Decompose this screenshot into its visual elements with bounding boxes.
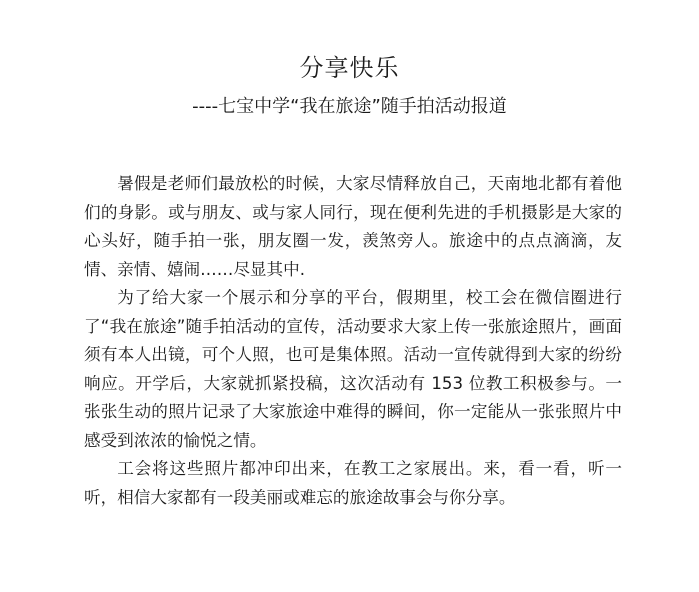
paragraph: 暑假是老师们最放松的时候，大家尽情释放自己，天南地北都有着他们的身影。或与朋友、或与家人同行，现在便利先进的手机摄影是大家的心头好，随手拍一张，朋友圈一发，羡煞旁人。旅途中的点点滴滴，友情、亲情、嬉闹……尽显其中. [84, 174, 622, 279]
paragraph: 工会将这些照片都冲印出来，在教工之家展出。来，看一看，听一听，相信大家都有一段美丽或难忘的旅途故事会与你分享。 [84, 459, 622, 507]
document-subtitle: ----七宝中学“我在旅途”随手拍活动报道 [192, 96, 507, 117]
document-body [84, 170, 622, 512]
paragraph: 为了给大家一个展示和分享的平台，假期里，校工会在微信圈进行了“我在旅途”随手拍活动的宣传，活动要求大家上传一张旅途照片，画面须有本人出镜，可个人照，也可是集体照。活动一宣传就得到大家的纷纷响应。开学后，大家就抓紧投稿，这次活动有 153 位教工积极参与。一张张生动的照片记录了大家旅途中难得的瞬间，你一定能从一张张照片中感受到浓浓的愉悦之情。 [84, 288, 622, 450]
document-title: 分享快乐 [299, 54, 400, 82]
